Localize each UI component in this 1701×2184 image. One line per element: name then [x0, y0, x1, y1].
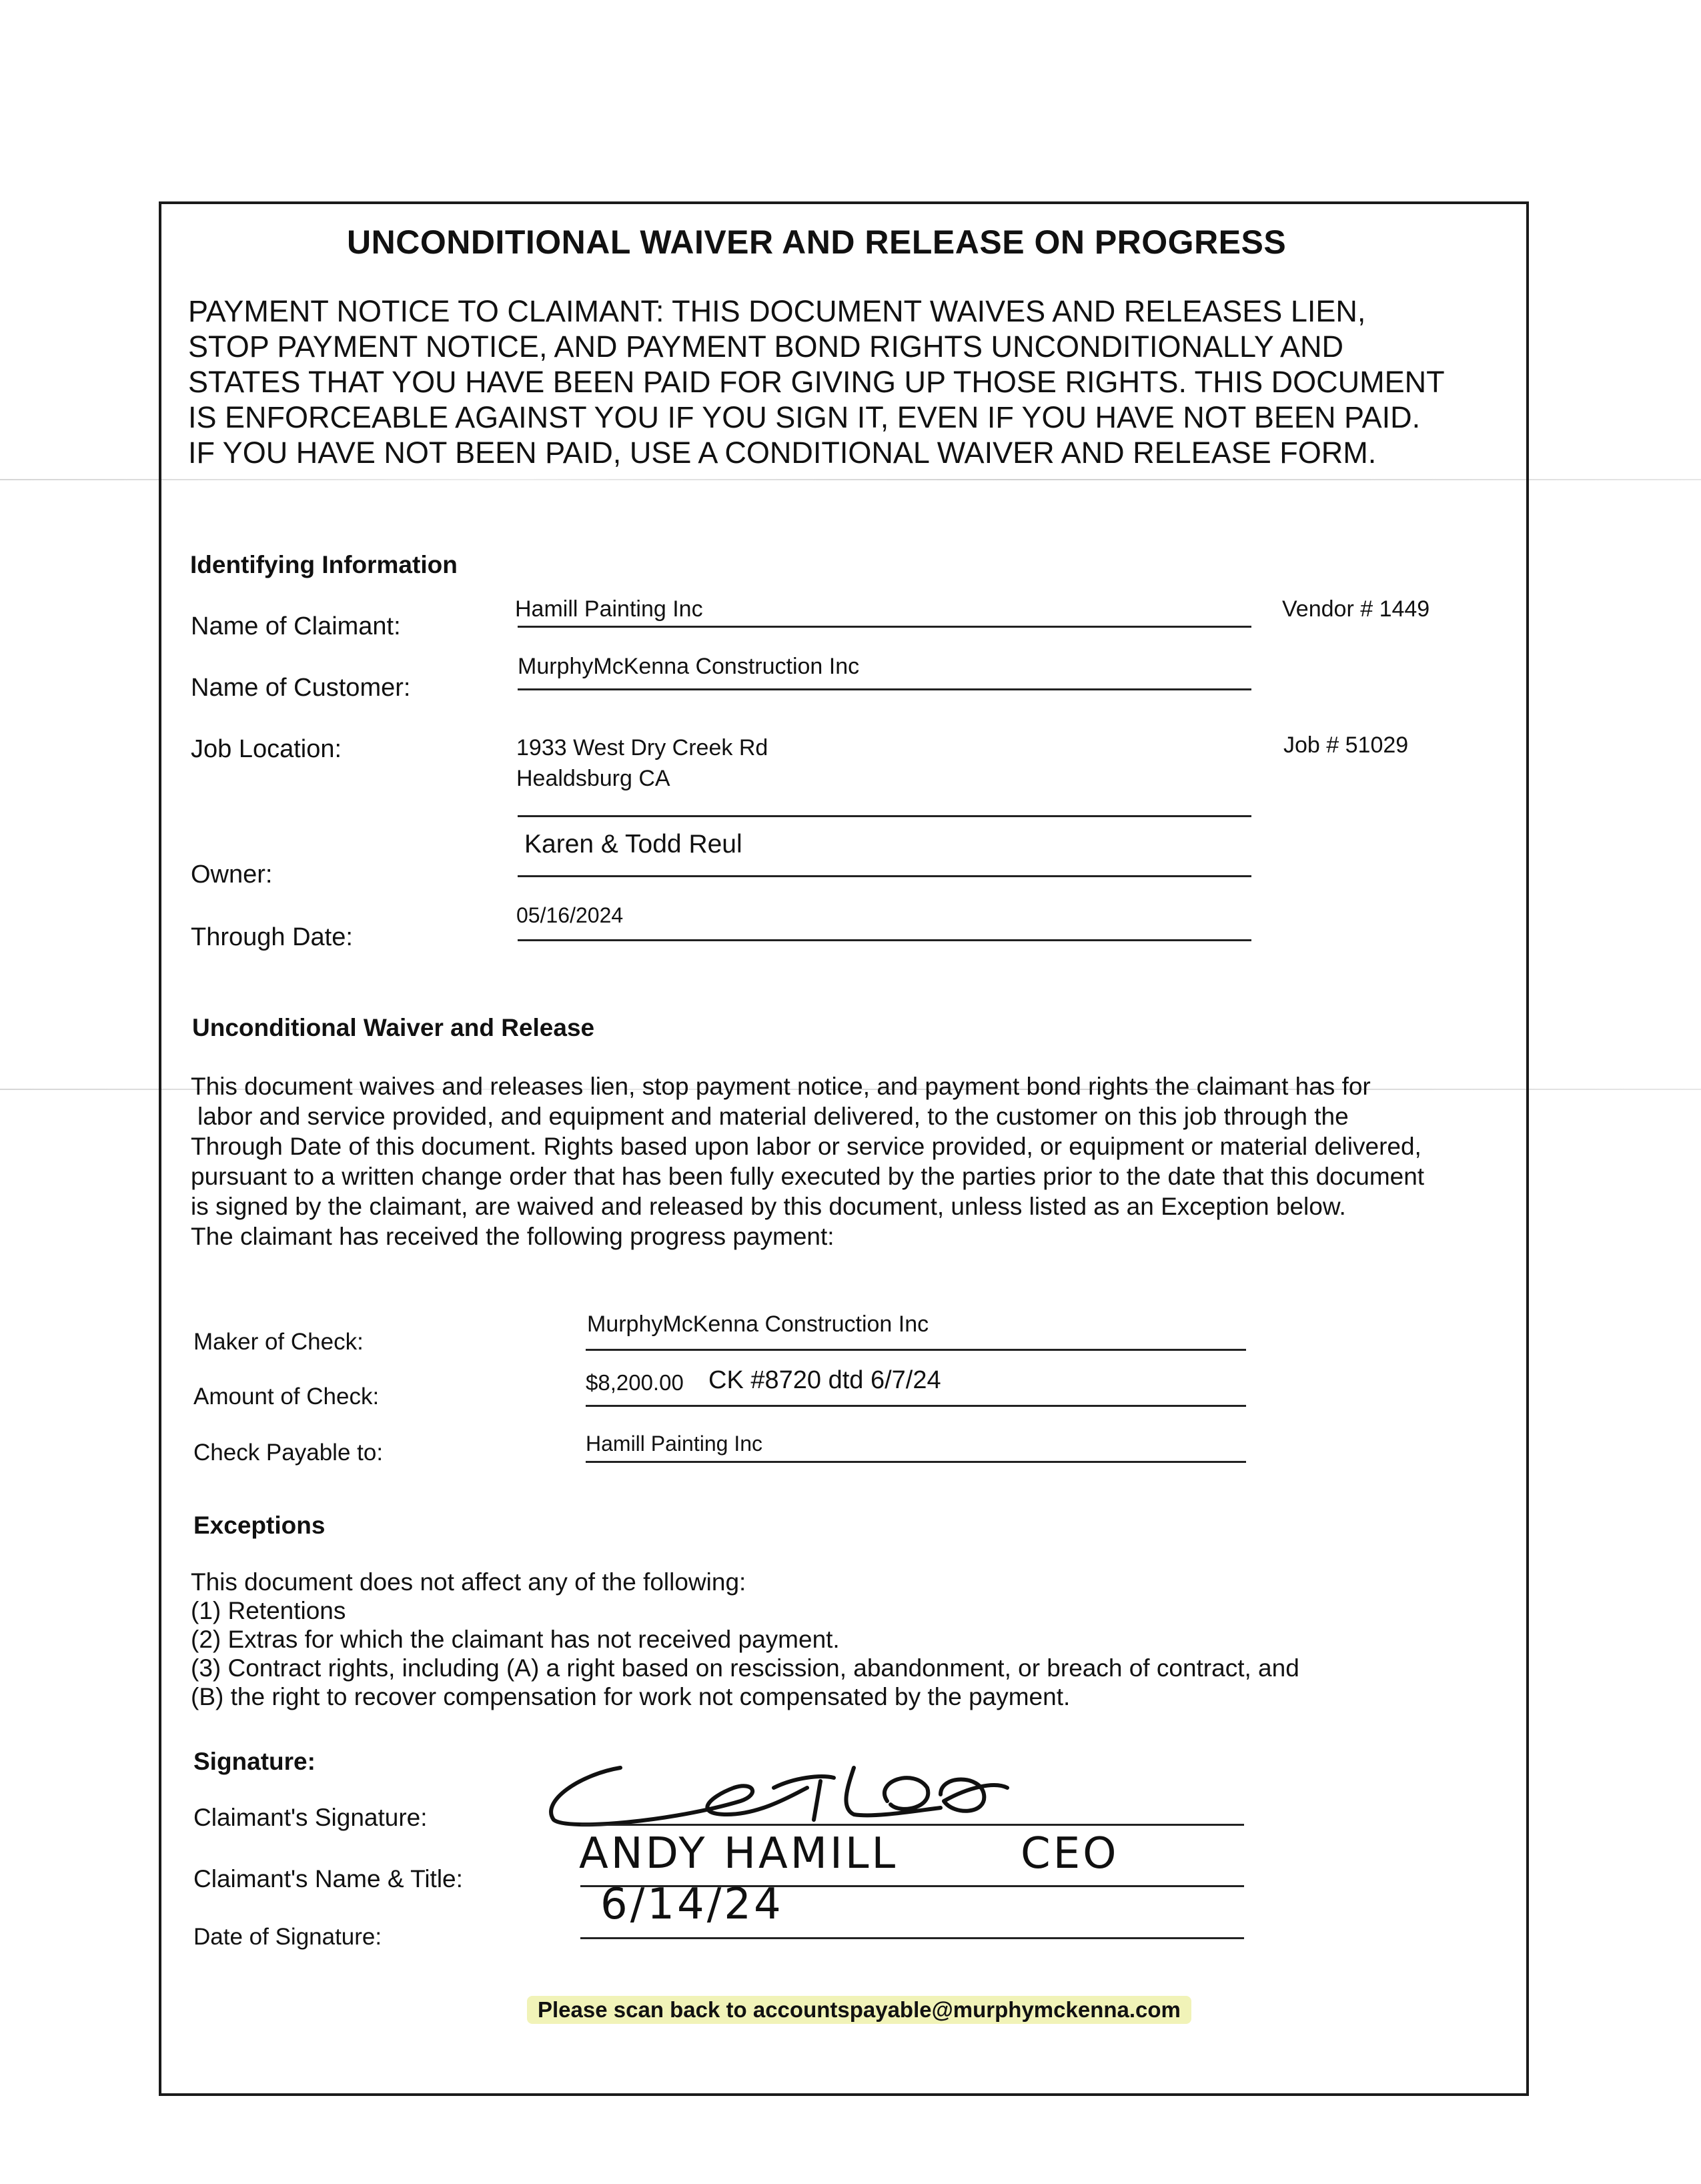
- signature-date-handwritten: 6/14/24: [600, 1880, 784, 1929]
- location-line: [518, 815, 1251, 817]
- signature-heading: Signature:: [193, 1748, 316, 1775]
- exception-line: (1) Retentions: [191, 1597, 346, 1624]
- date-line: [580, 1937, 1244, 1939]
- claimant-title-handwritten: CEO: [1021, 1829, 1119, 1878]
- claimant-name-title-label: Claimant's Name & Title:: [193, 1865, 463, 1892]
- scan-back-note: Please scan back to accountspayable@murphymckenna.com: [527, 1996, 1191, 2024]
- location-line2: Healdsburg CA: [516, 766, 670, 791]
- owner-label: Owner:: [191, 861, 273, 889]
- maker-value: MurphyMcKenna Construction Inc: [587, 1311, 929, 1337]
- job-number: Job # 51029: [1283, 732, 1409, 758]
- paragraph-line: pursuant to a written change order that has been fully executed by the parties prior to the date that this document: [191, 1163, 1425, 1190]
- amount-value: $8,200.00: [586, 1370, 684, 1395]
- form-title: UNCONDITIONAL WAIVER AND RELEASE ON PROGRESS: [347, 223, 1287, 261]
- release-heading: Unconditional Waiver and Release: [192, 1014, 595, 1041]
- amount-line: [586, 1405, 1246, 1407]
- exception-line: (2) Extras for which the claimant has not received payment.: [191, 1626, 840, 1653]
- claimant-value: Hamill Painting Inc: [515, 596, 703, 622]
- location-line1: 1933 West Dry Creek Rd: [516, 735, 768, 760]
- paragraph-line: is signed by the claimant, are waived and released by this document, unless listed as an Exception below.: [191, 1193, 1346, 1220]
- vendor-number: Vendor # 1449: [1282, 596, 1430, 622]
- payment-notice: [188, 294, 1556, 470]
- exception-line: (3) Contract rights, including (A) a right based on rescission, abandonment, or breach of contract, and: [191, 1654, 1299, 1682]
- paragraph-line: The claimant has received the following progress payment:: [191, 1223, 834, 1250]
- through-date-label: Through Date:: [191, 923, 353, 951]
- payable-label: Check Payable to:: [193, 1440, 384, 1466]
- signature-date-label: Date of Signature:: [193, 1924, 382, 1950]
- through-date-value: 05/16/2024: [516, 903, 624, 927]
- notice-line: STATES THAT YOU HAVE BEEN PAID FOR GIVING UP THOSE RIGHTS. THIS DOCUMENT: [188, 365, 1445, 399]
- owner-value: Karen & Todd Reul: [524, 830, 742, 859]
- owner-line: [518, 875, 1251, 877]
- exceptions-heading: Exceptions: [193, 1512, 326, 1539]
- customer-label: Name of Customer:: [191, 674, 411, 702]
- amount-note: CK #8720 dtd 6/7/24: [708, 1366, 941, 1394]
- payable-line: [586, 1461, 1246, 1463]
- claimant-name-handwritten: ANDY HAMILL: [579, 1829, 899, 1878]
- notice-line: IS ENFORCEABLE AGAINST YOU IF YOU SIGN IT, EVEN IF YOU HAVE NOT BEEN PAID.: [188, 400, 1421, 434]
- paragraph-line: labor and service provided, and equipment and material delivered, to the customer on this job through the: [197, 1103, 1349, 1130]
- claimant-line: [518, 626, 1251, 628]
- through-date-line: [518, 939, 1251, 941]
- exception-line: This document does not affect any of the following:: [191, 1568, 746, 1596]
- claimant-label: Name of Claimant:: [191, 612, 401, 640]
- claimant-signature-label: Claimant's Signature:: [193, 1804, 428, 1831]
- payable-value: Hamill Painting Inc: [586, 1432, 762, 1456]
- amount-label: Amount of Check:: [193, 1384, 380, 1410]
- location-label: Job Location:: [191, 735, 342, 763]
- exceptions-list: [191, 1568, 1545, 1711]
- exception-line: (B) the right to recover compensation for work not compensated by the payment.: [191, 1683, 1071, 1710]
- identifying-heading: Identifying Information: [190, 551, 458, 578]
- notice-line: STOP PAYMENT NOTICE, AND PAYMENT BOND RIGHTS UNCONDITIONALLY AND: [188, 330, 1343, 364]
- customer-line: [518, 688, 1251, 690]
- notice-line: IF YOU HAVE NOT BEEN PAID, USE A CONDITIONAL WAIVER AND RELEASE FORM.: [188, 436, 1377, 470]
- customer-value: MurphyMcKenna Construction Inc: [518, 654, 860, 679]
- maker-line: [586, 1349, 1246, 1351]
- signature-line: [580, 1824, 1244, 1826]
- release-paragraph: [191, 1071, 1545, 1251]
- paragraph-line: This document waives and releases lien, stop payment notice, and payment bond rights the claimant has for: [191, 1073, 1371, 1100]
- notice-line: PAYMENT NOTICE TO CLAIMANT: THIS DOCUMENT WAIVES AND RELEASES LIEN,: [188, 294, 1366, 328]
- paragraph-line: Through Date of this document. Rights based upon labor or service provided, or equipment or material delivered,: [191, 1133, 1422, 1160]
- claimant-signature: [540, 1741, 1074, 1834]
- maker-label: Maker of Check:: [193, 1329, 364, 1355]
